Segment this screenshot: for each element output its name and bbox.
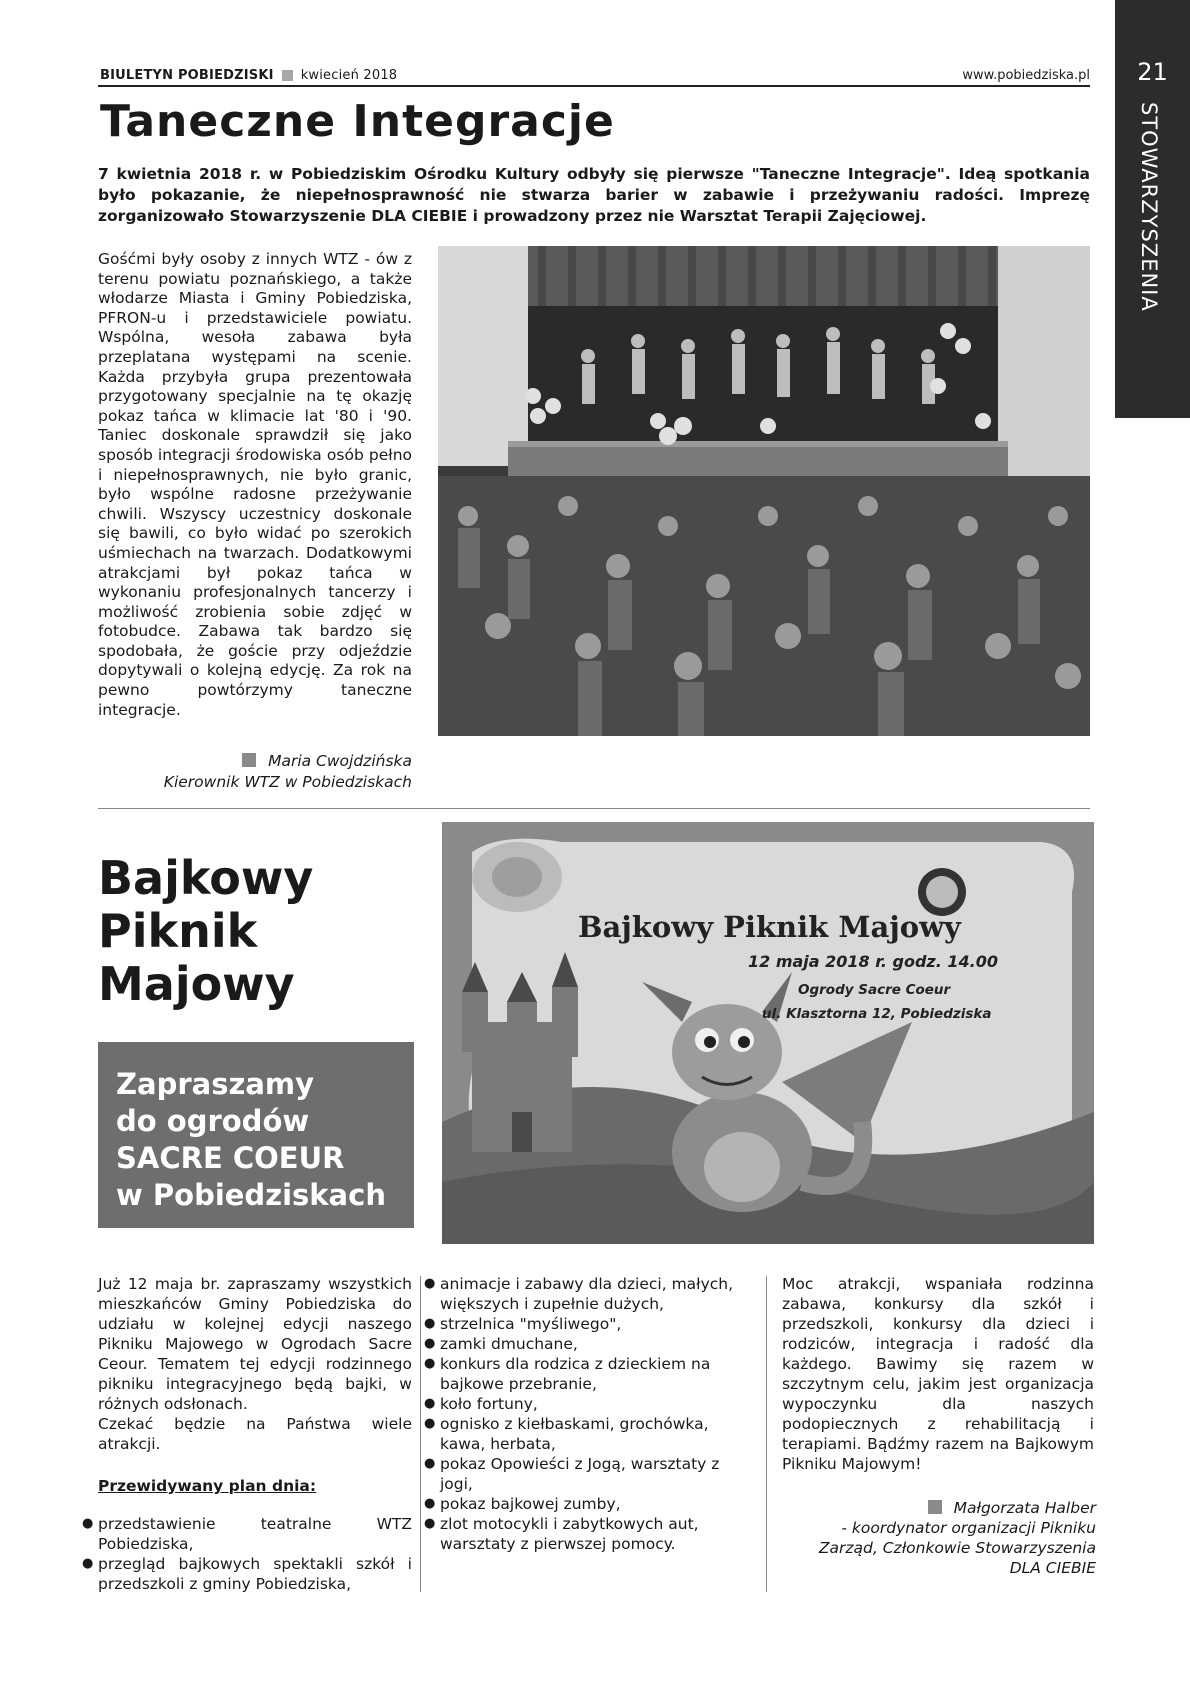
list-item: ● koło fortuny,: [440, 1394, 752, 1414]
poster-place: Ogrody Sacre Coeur: [798, 982, 951, 998]
page-number: 21: [1137, 58, 1168, 86]
article2-intro: Już 12 maja br. zapraszamy wszystkich mieszkańców Gminy Pobiedziska do udziału w kolejnej edycji naszego Pikniku Majowego w Ogrodach Sacre Ceour. Tematem tej edycji rodzinnego pikniku integracyjnego będą bajki, w różnych odsłonach.: [98, 1275, 412, 1413]
article1-body: Gośćmi były osoby z innych WTZ - ów z terenu powiatu poznańskiego, a także włodarze Miasta i Gminy Pobiedziska, PFRON-u i przedstawiciele powiatu. Wspólna, wesoła zabawa była przeplatana występami na scenie. Każda przybyła grupa prezentowała przygotowany specjalnie na tę okazję pokaz tańca w klimacie lat '80 i '90. Taniec doskonale sprawdził się jako sposób integracji środowiska osób pełno i niepełnosprawnych, nie było granic, było wspólne radosne przeżywanie chwili. Wszyscy uczestnicy doskonale się bawili, co było widać po szerokich uśmiechach na twarzach. Dodatkowymi atrakcjami był pokaz tańca w wykonaniu profesjonalnych tancerzy i możliwość zrobienia sobie zdjęć w fotobudce. Zabawa tak bardzo się spodobała, że goście przy odjeździe dopytywali o kolejną edycję. Za rok na pewno powtórzymy taneczne integracje.: [98, 250, 412, 719]
plan-list-1: [98, 1514, 412, 1594]
invite-line: SACRE COEUR: [116, 1141, 345, 1175]
article2-title-line: Piknik: [98, 904, 258, 958]
article2-column-1: [98, 1274, 412, 1594]
article1-title: Taneczne Integracje: [100, 96, 615, 147]
list-item: ● przegląd bajkowych spektakli szkół i przedszkoli z gminy Pobiedziska,: [98, 1554, 412, 1594]
author-square-icon: [242, 753, 256, 767]
invite-line: do ogrodów: [116, 1104, 310, 1138]
article2-intro2: Czekać będzie na Państwa wiele atrakcji.: [98, 1415, 412, 1453]
website-link[interactable]: www.pobiedziska.pl: [962, 68, 1090, 83]
author2-name: Małgorzata Halber: [953, 1499, 1096, 1517]
author1-name: Maria Cwojdzińska: [268, 752, 412, 770]
publication-name: BIULETYN POBIEDZISKI: [100, 68, 274, 83]
list-item: ● pokaz bajkowej zumby,: [440, 1494, 752, 1514]
running-header: [100, 68, 397, 83]
list-item: ● zamki dmuchane,: [440, 1334, 752, 1354]
section-label: STOWARZYSZENIA: [1137, 102, 1161, 312]
list-item: ● strzelnica "myśliwego",: [440, 1314, 752, 1334]
author1-role: Kierownik WTZ w Pobiedziskach: [163, 773, 412, 791]
article2-closing: Moc atrakcji, wspaniała rodzinna zabawa, konkursy dla szkół i przedszkoli, konkursy dla dzieci i rodziców, integracja i radość dla każdego. Bawimy się razem w szczytnym celu, jakim jest organizacja wypoczynku dla naszych podopiecznych z rehabilitacją i terapiami. Bądźmy razem na Bajkowym Pikniku Majowym!: [782, 1275, 1094, 1473]
issue-date: kwiecień 2018: [300, 68, 398, 83]
article2-column-2: [440, 1274, 752, 1554]
invitation-box: [98, 1042, 414, 1228]
section-tab: [1115, 0, 1190, 418]
list-item: ● ognisko z kiełbaskami, grochówka, kawa, herbata,: [440, 1414, 752, 1454]
header-divider: [98, 85, 1090, 87]
author2-role: DLA CIEBIE: [1009, 1559, 1096, 1577]
list-item: ● konkurs dla rodzica z dzieckiem na bajkowe przebranie,: [440, 1354, 752, 1394]
picnic-poster: [442, 822, 1094, 1244]
list-item: ● zlot motocykli i zabytkowych aut, warsztaty z pierwszej pomocy.: [440, 1514, 752, 1554]
list-item: ● animacje i zabawy dla dzieci, małych, większych i zupełnie dużych,: [440, 1274, 752, 1314]
author2-role: - koordynator organizacji Pikniku: [841, 1519, 1096, 1537]
invite-line: w Pobiedziskach: [116, 1178, 386, 1212]
header-square-icon: [282, 70, 293, 81]
article2-column-3: [782, 1274, 1094, 1474]
poster-title: Bajkowy Piknik Majowy: [578, 910, 961, 944]
article2-author: [819, 1498, 1096, 1578]
list-item: ● pokaz Opowieści z Jogą, warsztaty z jogi,: [440, 1454, 752, 1494]
plan-list-2: [440, 1274, 752, 1554]
article1-author: [164, 751, 412, 793]
article2-title-line: Majowy: [98, 957, 295, 1011]
dance-event-photo: [438, 246, 1090, 736]
poster-street: ul. Klasztorna 12, Pobiedziska: [762, 1006, 992, 1022]
author-square-icon: [928, 1500, 942, 1514]
list-item: ● przedstawienie teatralne WTZ Pobiedziska,: [98, 1514, 412, 1554]
article2-title: [98, 852, 313, 1011]
invite-line: Zapraszamy: [116, 1067, 315, 1101]
article2-title-line: Bajkowy: [98, 851, 314, 905]
column-divider: [420, 1276, 421, 1592]
plan-heading: Przewidywany plan dnia:: [98, 1477, 317, 1495]
column-divider: [766, 1276, 767, 1592]
article-separator: [98, 808, 1090, 809]
author2-role: Zarząd, Członkowie Stowarzyszenia: [818, 1539, 1096, 1557]
article1-lead: 7 kwietnia 2018 r. w Pobiedziskim Ośrodku Kultury odbyły się pierwsze "Taneczne Integracje". Ideą spotkania było pokazanie, że niepełnosprawność nie stwarza barier w zabawie i przeżywaniu radości. Imprezę zorganizowało Stowarzyszenie DLA CIEBIE i prowadzony przez nie Warsztat Terapii Zajęciowej.: [98, 165, 1090, 225]
poster-date: 12 maja 2018 r. godz. 14.00: [748, 952, 998, 971]
